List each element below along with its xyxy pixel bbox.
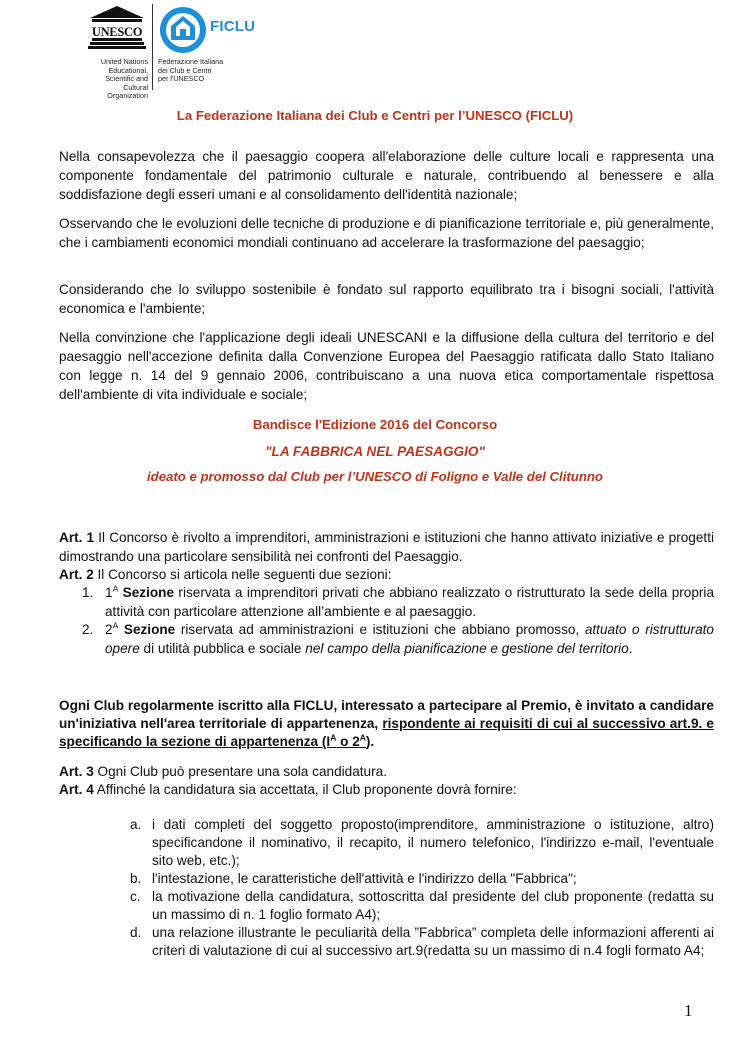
article-label: Art. 1 — [59, 530, 95, 545]
requirement-text: i dati completi del soggetto proposto(imprenditore, amministrazione o istituzione, altro) specificandone il nominativo, il recapito, il numero telefonico, l'indirizzo e-mail, l'eventuale sito web, etc.); — [152, 817, 714, 868]
unesco-caption-line: Cultural Organization — [107, 82, 148, 101]
document-title: La Federazione Italiana dei Club e Centri per l’UNESCO (FICLU) — [176, 108, 574, 123]
unesco-caption — [86, 58, 148, 101]
article-label: Art. 4 — [59, 782, 94, 797]
requirement-item — [130, 888, 714, 924]
section-text: $1^A$ Sezione riservata a imprenditori privati che abbiano realizzato o ristrutturato la sede della propria attività con particolare attenzione all’ambiente e al paesaggio. — [105, 583, 715, 619]
ficlu-caption — [158, 58, 268, 84]
requirement-text: una relazione illustrante le peculiarità della ”Fabbrica” completa delle informazioni afferenti ai criteri di valutazione di cui al successivo art.9(redatta su un massimo di n.4 fogli formato A4; — [152, 925, 733, 958]
article-2 — [59, 566, 714, 585]
article-3 — [59, 763, 714, 782]
section-item — [82, 584, 714, 621]
unesco-caption-line: Educational, Scientific and — [105, 65, 148, 84]
requirement-item — [130, 816, 714, 870]
article-text: Ogni Club può presentare una sola candidatura. — [93, 764, 387, 779]
preamble-paragraph: Nella consapevolezza che il paesaggio coopera all'elaborazione delle culture locali e rappresenta una componente fondamentale del patrimonio culturale e naturale, contribuendo al benessere e alla soddisfazione degli esseri umani e al consolidamento dell'identità nazionale; — [59, 149, 714, 202]
contest-title: "LA FABBRICA NEL PAESAGGIO" — [265, 444, 485, 459]
requirement-item — [130, 924, 733, 960]
section-text: $2^A$ Sezione riservata ad amministrazioni e istituzioni che abbiano promosso, attuato o ristrutturato opere di utilità pubblica e sociale nel campo della pianificazione e gestione del territorio. — [105, 620, 714, 656]
unesco-logo-text: UNESCO — [91, 25, 143, 39]
list-letter: d. — [130, 925, 142, 940]
preamble-paragraph: Nella convinzione che l'applicazione degli ideali UNESCANI e la diffusione della cultura del territorio e del paesaggio nell'accezione definita dalla Convenzione Europea del Paesaggio ratificata dallo Stato Italiano con legge n. 14 del 9 gennaio 2006, contribuiscano a una nuova etica comportamentale rispettosa dell'ambiente di vita individuale e sociale; — [59, 330, 714, 402]
article-1 — [59, 529, 714, 566]
requirement-item — [130, 870, 714, 888]
unesco-caption-line: United Nations — [100, 57, 148, 66]
ficlu-caption-line: dei Club e Centri — [158, 65, 212, 75]
article-text: Il Concorso è rivolto a imprenditori, amministrazioni e istituzioni che hanno attivato iniziative e progetti dimostrando una particolare sensibilità nei confronti del Paesaggio. — [59, 530, 714, 564]
list-letter: a. — [130, 817, 142, 832]
club-invitation: Ogni Club regolarmente iscritto alla FICLU, interessato a partecipare al Premio, è invitato a candidare un'iniziativa nell'area territoriale di appartenenza, rispondente ai requisiti di cui al successivo art.9. e specificando la sezione di appartenenza ($I^A$ o $2^A$). — [59, 698, 714, 749]
section-item — [82, 621, 714, 658]
preamble-paragraph: Considerando che lo sviluppo sostenibile è fondato sul rapporto equilibrato tra i bisogni sociali, l'attività economica e l'ambiente; — [59, 282, 714, 316]
list-letter: c. — [130, 889, 141, 904]
article-label: Art. 2 — [59, 567, 94, 582]
article-4 — [59, 781, 714, 800]
logo-divider — [152, 4, 153, 90]
unesco-temple-logo — [86, 4, 148, 56]
requirement-text: l'intestazione, le caratteristiche dell'attività e l'indirizzo della "Fabbrica"; — [152, 871, 577, 886]
ficlu-caption-line: per l'UNESCO — [158, 74, 205, 84]
preamble-paragraph: Osservando che le evoluzioni delle tecniche di produzione e di pianificazione territoriale e, più generalmente, che i cambiamenti economici mondiali continuano ad accelerare la trasformazione del paesaggio; — [59, 216, 714, 250]
page-number: 1 — [684, 1001, 693, 1020]
list-number: 2. — [82, 622, 94, 637]
article-label: Art. 3 — [59, 764, 94, 779]
requirement-text: la motivazione della candidatura, sottoscritta dal presidente del club proponente (redatta su un massimo di n. 1 foglio formato A4); — [152, 889, 714, 922]
ficlu-caption-line: Federazione Italiana — [158, 57, 224, 66]
ficlu-wordmark: FICLU — [210, 18, 256, 35]
page-header — [0, 0, 750, 100]
article-text: Affinché la candidatura sia accettata, il Club proponente dovrà fornire: — [93, 782, 517, 797]
list-number: 1. — [82, 585, 94, 600]
ficlu-logo — [157, 4, 209, 56]
underlined-requirement: rispondente ai requisiti di cui al successivo art.9. e specificando la sezione di appartenenza ($I^A$ o $2^A$ — [59, 716, 714, 749]
bandisce-heading: Bandisce l'Edizione 2016 del Concorso — [252, 417, 498, 432]
article-text: Il Concorso si articola nelle seguenti due sezioni: — [93, 567, 392, 582]
promoter-line: ideato e promosso dal Club per l’UNESCO di Foligno e Valle del Clitunno — [147, 469, 603, 484]
list-letter: b. — [130, 871, 142, 886]
